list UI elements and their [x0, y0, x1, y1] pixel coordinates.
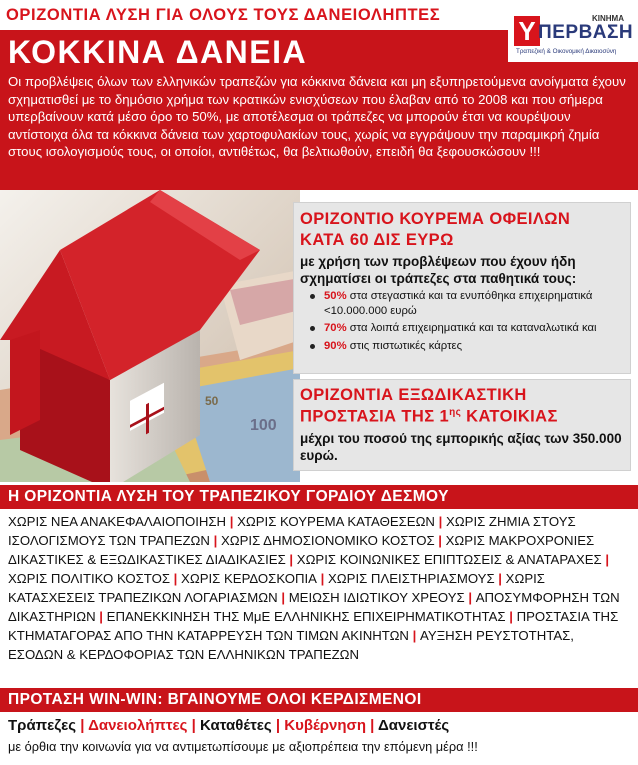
logo-name: ΠΕΡΒΑΣΗ: [538, 22, 634, 43]
bullet-percent: 50%: [324, 290, 347, 302]
gordian-item: ΧΩΡΙΣ ΚΕΡΔΟΣΚΟΠΙΑ: [181, 571, 317, 586]
party-label: Δανειστές: [377, 717, 450, 734]
bullet-percent: 90%: [324, 339, 347, 352]
separator-bar: |: [76, 717, 89, 734]
box2-text: μέχρι του ποσού της εμπορικής αξίας των 350.000 ευρώ.: [300, 431, 622, 463]
gordian-item: ΧΩΡΙΣ ΔΗΜΟΣΙΟΝΟΜΙΚΟ ΚΟΣΤΟΣ: [220, 533, 435, 548]
separator-bar: |: [408, 628, 420, 643]
winwin-parties: [8, 717, 449, 734]
svg-text:100: 100: [250, 417, 277, 434]
box1-lead: με χρήση των προβλέψεων που έχουν ήδη σχηματίσει οι τράπεζες στα παθητικά τους:: [300, 254, 577, 286]
gordian-item: ΧΩΡΙΣ ΠΛΕΙΣΤΗΡΙΑΣΜΟΥΣ: [328, 571, 495, 586]
gordian-item: ΧΩΡΙΣ ΜΑΚΡΟΧΡΟΝΙΕΣ ΔΙΚΑΣΤΙΚΕΣ & ΕΞΩΔΙΚΑΣΤΙΚΕΣ ΔΙΑΔΙΚΑΣΙΕΣ: [8, 533, 595, 567]
bullet-dot-icon: [310, 344, 315, 349]
bullet-text: στα στεγαστικά και τα ενυπόθηκα επιχειρηματικά <10.000.000 ευρώ: [324, 290, 593, 317]
separator-bar: |: [271, 717, 285, 734]
bullet-dot-icon: [310, 294, 315, 299]
separator-bar: |: [494, 571, 506, 586]
haircut-bullets: [300, 289, 626, 356]
box2-title-part: ΚΑΤΟΙΚΙΑΣ: [461, 407, 558, 426]
gordian-item: ΕΠΑΝΕΚΚΙΝΗΣΗ ΤΗΣ ΜμΕ ΕΛΛΗΝΙΚΗΣ ΕΠΙΧΕΙΡΗΜΑΤΙΚΟΤΗΤΑΣ: [106, 609, 506, 624]
separator-bar: |: [601, 552, 610, 567]
winwin-band: [0, 688, 638, 712]
main-title: ΚΟΚΚΙΝΑ ΔΑΝΕΙΑ: [8, 34, 308, 70]
gordian-item: ΧΩΡΙΣ ΖΗΜΙΑ ΣΤΟΥΣ ΙΣΟΛΟΓΙΣΜΟΥΣ ΤΩΝ ΤΡΑΠΕΖΩΝ: [8, 514, 576, 548]
winwin-title: ΠΡΟΤΑΣΗ WIN-WIN: ΒΓΑΙΝΟΥΜΕ ΟΛΟΙ ΚΕΡΔΙΣΜΕΝΟΙ: [8, 691, 422, 708]
gordian-item: ΜΕΙΩΣΗ ΙΔΙΩΤΙΚΟΥ ΧΡΕΟΥΣ: [288, 590, 465, 605]
bullet-text: στα λοιπά επιχειρηματικά και τα καταναλωτικά και: [346, 322, 597, 334]
separator-bar: |: [277, 590, 289, 605]
gordian-items: [8, 512, 632, 664]
box2-title-line1: ΟΡΙΖΟΝΤΙΑ ΕΞΩΔΙΚΑΣΤΙΚΗ: [300, 386, 527, 404]
separator-bar: |: [434, 514, 446, 529]
party-label: Δανειολήπτες: [88, 717, 188, 734]
separator-bar: |: [285, 552, 297, 567]
gordian-item: ΧΩΡΙΣ ΚΑΤΑΣΧΕΣΕΙΣ ΤΡΑΠΕΖΙΚΩΝ ΛΟΓΑΡΙΑΣΜΩΝ: [8, 571, 545, 605]
party-label: Κυβέρνηση: [284, 717, 366, 734]
box1-title-line1: ΟΡΙΖΟΝΤΙΟ ΚΟΥΡΕΜΑ ΟΦΕΙΛΩΝ: [300, 210, 571, 228]
gordian-item: ΧΩΡΙΣ ΚΟΙΝΩΝΙΚΕΣ ΕΠΙΠΤΩΣΕΙΣ & ΑΝΑΤΑΡΑΧΕΣ: [296, 552, 602, 567]
logo: [514, 14, 634, 58]
box2-title-sup: ης: [449, 407, 462, 418]
bullet-percent: 70%: [324, 322, 347, 334]
party-label: Τράπεζες: [8, 717, 77, 734]
house-on-euro-banknotes-icon: [0, 190, 300, 482]
bullet-dot-icon: [310, 326, 315, 331]
bullet-text: στις πιστωτικές κάρτες: [346, 339, 463, 352]
separator-bar: |: [434, 533, 446, 548]
box2-title-part: ΠΡΟΣΤΑΣΙΑ ΤΗΣ 1: [300, 407, 450, 426]
house-photo: [0, 190, 300, 482]
box2-title-line2: [300, 407, 558, 427]
gordian-item: ΧΩΡΙΣ ΚΟΥΡΕΜΑ ΚΑΤΑΘΕΣΕΩΝ: [237, 514, 435, 529]
logo-initial: Υ: [514, 16, 540, 46]
list-item: [300, 289, 626, 318]
separator-bar: |: [505, 609, 517, 624]
logo-movement: ΚΙΝΗΜΑ: [592, 14, 624, 23]
top-title: ΟΡΙΖΟΝΤΙΑ ΛΥΣΗ ΓΙΑ ΟΛΟΥΣ ΤΟΥΣ ΔΑΝΕΙΟΛΗΠΤΕΣ: [6, 6, 441, 24]
separator-bar: |: [464, 590, 476, 605]
gordian-band: [0, 485, 638, 509]
gordian-item: ΧΩΡΙΣ ΠΟΛΙΤΙΚΟ ΚΟΣΤΟΣ: [8, 571, 171, 586]
separator-bar: |: [209, 533, 221, 548]
list-item: [300, 321, 626, 336]
debt-haircut-box: [294, 203, 630, 373]
separator-bar: |: [226, 514, 238, 529]
gordian-item: ΠΡΟΣΤΑΣΙΑ ΤΗΣ ΚΤΗΜΑΤΑΓΟΡΑΣ ΑΠΟ ΤΗΝ ΚΑΤΑΡΡΕΥΣΗ ΤΩΝ ΤΙΜΩΝ ΑΚΙΝΗΤΩΝ: [8, 609, 619, 643]
separator-bar: |: [170, 571, 182, 586]
separator-bar: |: [95, 609, 107, 624]
separator-bar: |: [365, 717, 378, 734]
intro-paragraph: Οι προβλέψεις όλων των ελληνικών τραπεζών για κόκκινα δάνεια και μη εξυπηρετούμενα ανοίγματα έχουν σχηματισθεί με το δημόσιο χρήμα των κρατικών ενισχύσεων που έλαβαν από το 2008 και που σήμερα υπερβαίνουν κατά μέσο όρο το 50%, με αποτέλεσμα οι τράπεζες να μπορούν έτσι να κουρέψουν αντίστοιχα όλα τα κόκκινα δάνεια των χαρτοφυλακίων τους, χωρίς να εγγράψουν την παραμικρή ζημία στους ισολογισμούς τους, οι οποίοι, αντιθέτως, θα βελτιωθούν, επειδή θα ξεφουσκώσουν !!!: [8, 74, 626, 159]
gordian-item: ΧΩΡΙΣ ΝΕΑ ΑΝΑΚΕΦΑΛΑΙΟΠΟΙΗΣΗ: [8, 514, 227, 529]
separator-bar: |: [187, 717, 201, 734]
gordian-item: ΑΥΞΗΣΗ ΡΕΥΣΤΟΤΗΤΑΣ, ΕΣΟΔΩΝ & ΚΕΡΔΟΦΟΡΙΑΣ ΤΩΝ ΕΛΛΗΝΙΚΩΝ ΤΡΑΠΕΖΩΝ: [8, 628, 574, 662]
list-item: [300, 339, 626, 354]
svg-text:50: 50: [205, 394, 219, 408]
gordian-item: ΑΠΟΣΥΜΦΟΡΗΣΗ ΤΩΝ ΔΙΚΑΣΤΗΡΙΩΝ: [8, 590, 620, 624]
logo-subtitle: Τραπεζική & Οικονομική Δικαιοσύνη: [516, 48, 617, 55]
box1-title-line2: ΚΑΤΑ 60 ΔΙΣ ΕΥΡΩ: [300, 231, 454, 249]
party-label: Καταθέτες: [200, 717, 272, 734]
closing-line: με όρθια την κοινωνία για να αντιμετωπίσουμε με αξιοπρέπεια την επόμενη μέρα !!!: [8, 739, 478, 754]
separator-bar: |: [316, 571, 328, 586]
gordian-title: Η ΟΡΙΖΟΝΤΙΑ ΛΥΣΗ ΤΟΥ ΤΡΑΠΕΖΙΚΟΥ ΓΟΡΔΙΟΥ ΔΕΣΜΟΥ: [8, 488, 449, 505]
home-protection-box: [294, 380, 630, 470]
